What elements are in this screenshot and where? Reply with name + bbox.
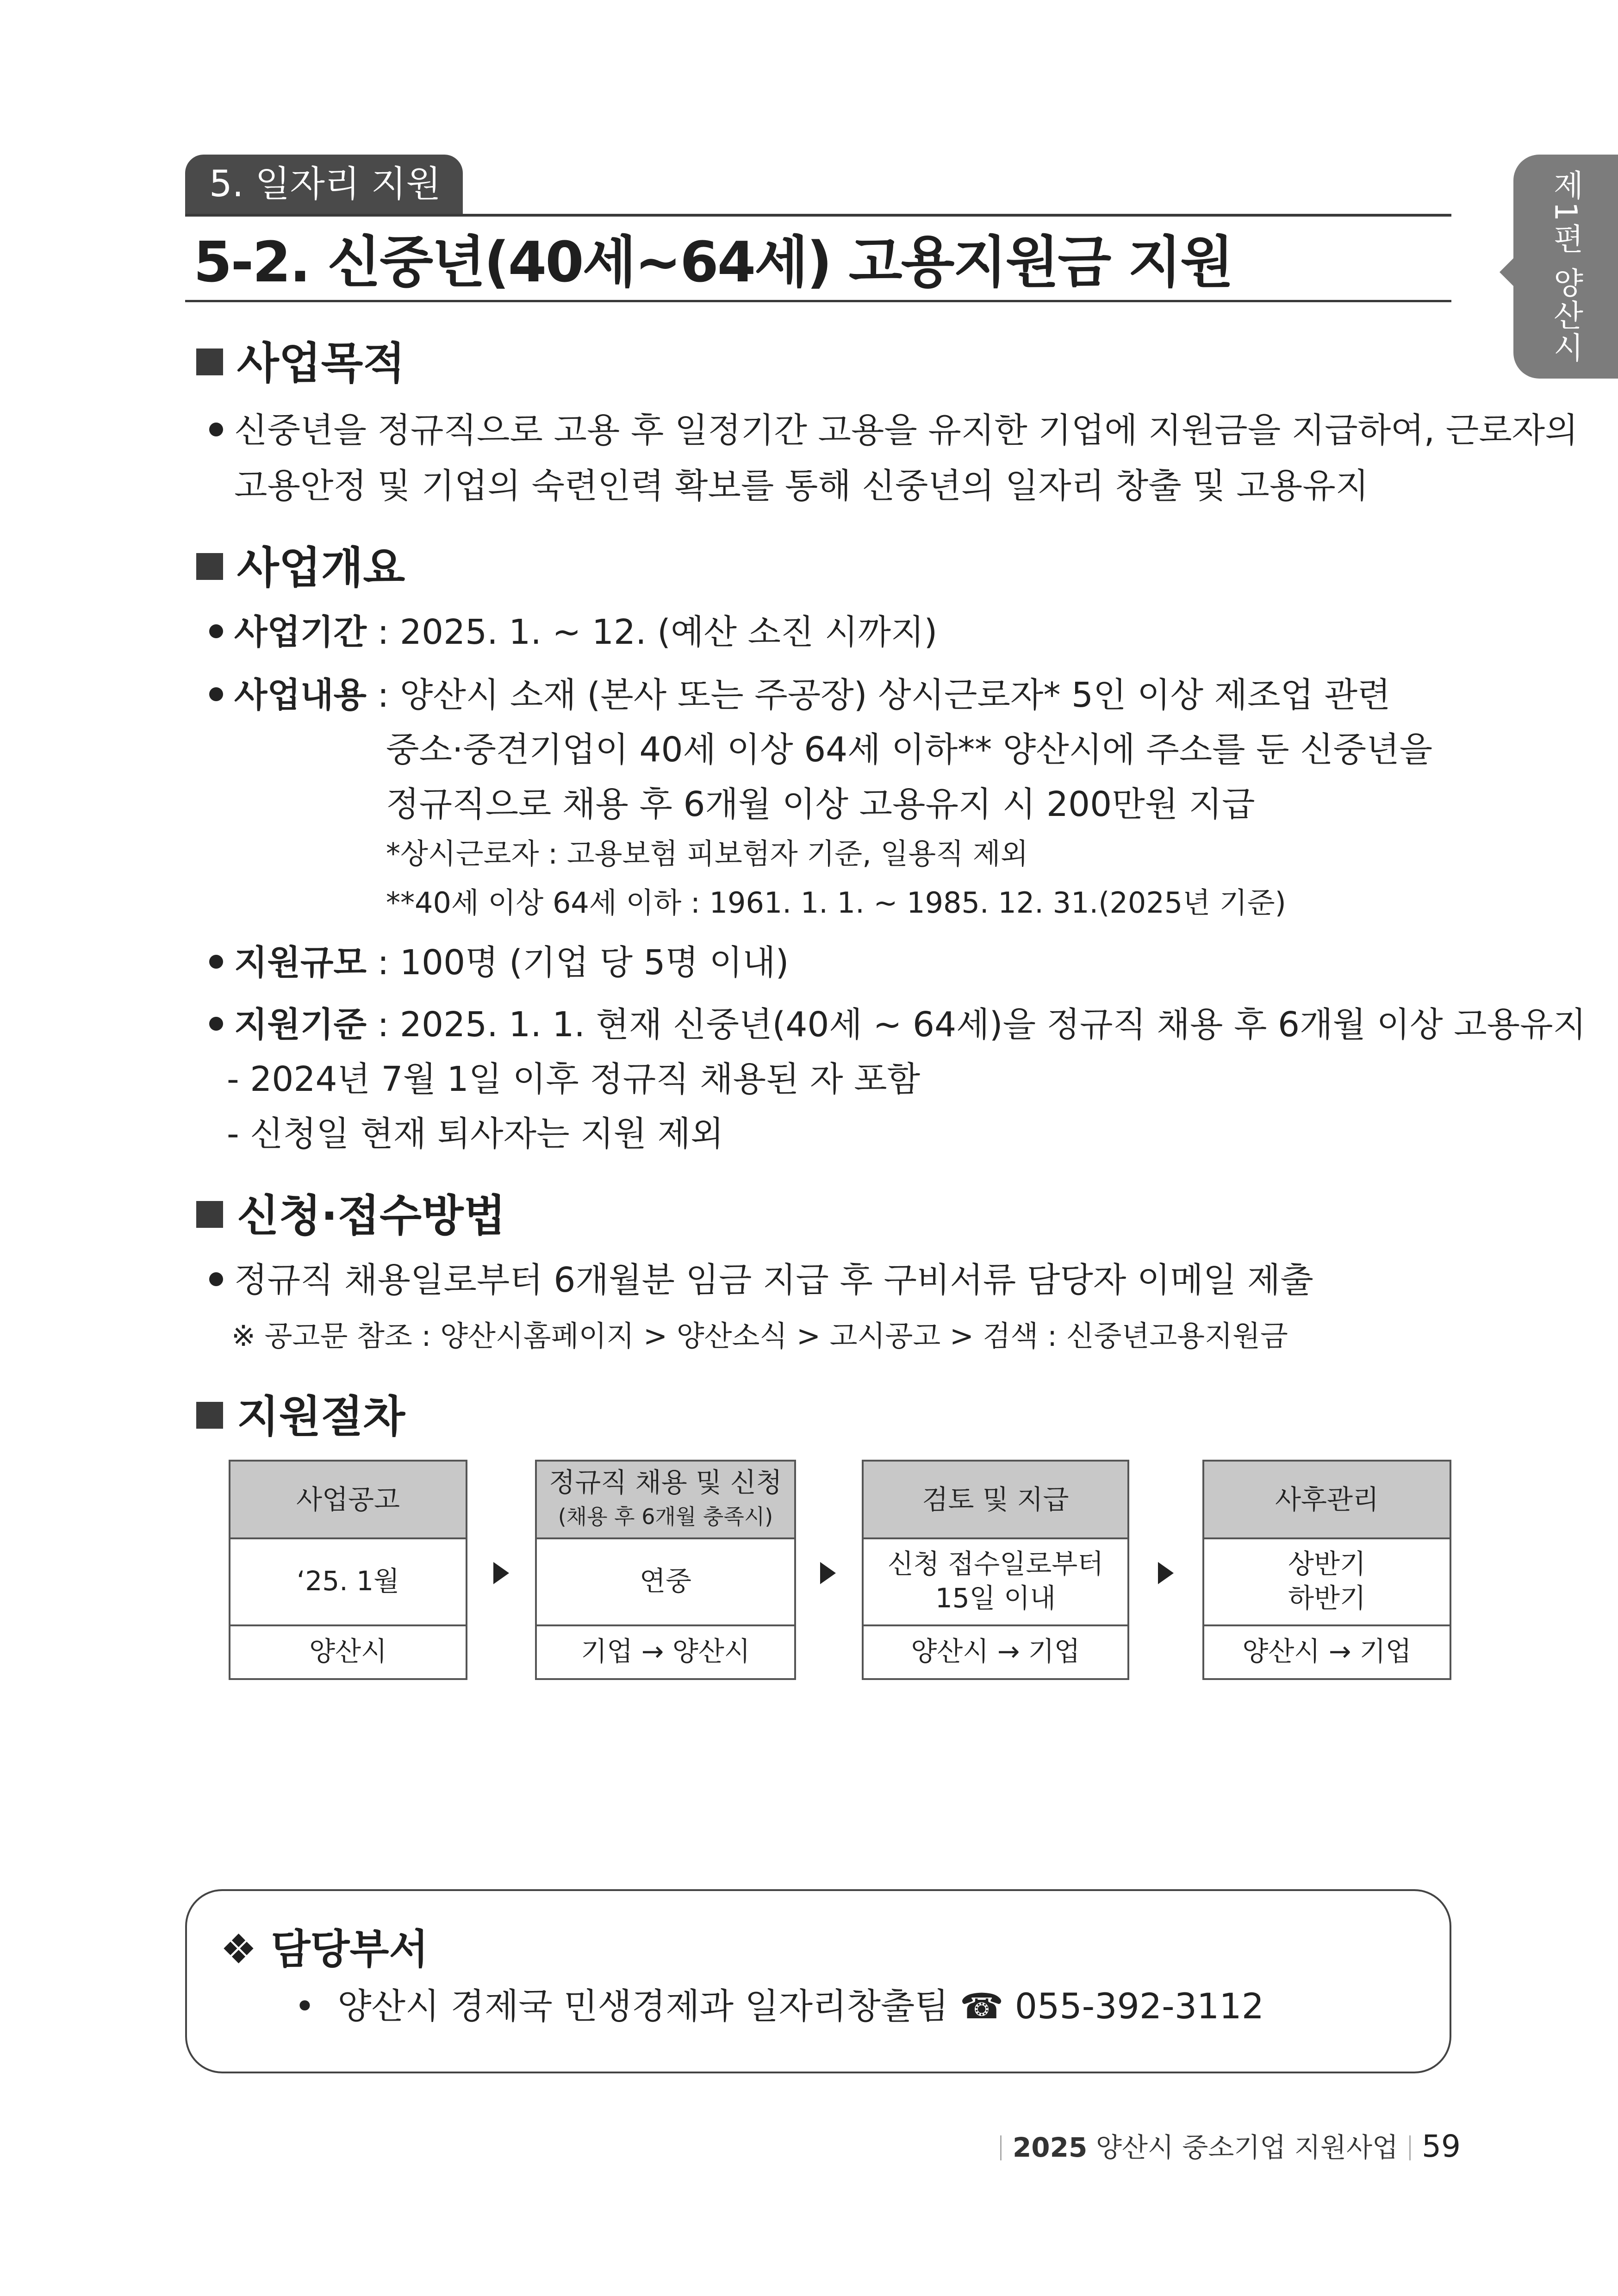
- period-label: 사업기간: [234, 612, 367, 652]
- procedure-heading: [196, 1389, 405, 1445]
- square-bullet-icon: [196, 1402, 223, 1429]
- procedure-step-1: [229, 1460, 467, 1680]
- overview-criteria: [209, 1002, 1586, 1048]
- step-1-title-text: 사업공고: [296, 1484, 400, 1515]
- title-rule-bottom: [185, 300, 1451, 302]
- step-3-when-line-1: 신청 접수일로부터: [887, 1548, 1104, 1580]
- step-1-who: [230, 1624, 466, 1678]
- criteria-value: : 2025. 1. 1. 현재 신중년(40세 ~ 64세)을 정규직 채용 후 6개월 이상 고용유지: [377, 1005, 1587, 1045]
- step-4-who: [1204, 1624, 1450, 1678]
- step-3-title: [864, 1462, 1127, 1539]
- contact-title-text: 담당부서: [271, 1925, 429, 1973]
- step-4-when-line-2: 하반기: [1288, 1582, 1366, 1614]
- overview-heading-text: 사업개요: [237, 543, 405, 593]
- step-3-who-text: 양산시 → 기업: [911, 1636, 1080, 1667]
- content-line-1: : 양산시 소재 (본사 또는 주공장) 상시근로자* 5인 이상 제조업 관련: [377, 675, 1391, 715]
- side-tab-pointer: [1500, 257, 1514, 287]
- scale-value: : 100명 (기업 당 5명 이내): [377, 943, 789, 983]
- bullet-icon: [209, 1017, 223, 1031]
- step-2-who: [537, 1624, 794, 1678]
- footer-title: 양산시 중소기업 지원사업: [1095, 2132, 1399, 2163]
- side-tab-label: 제1편 양산시: [1548, 169, 1584, 364]
- page-footer: [989, 2128, 1461, 2166]
- overview-heading: [196, 541, 405, 596]
- apply-note: ※ 공고문 참조 : 양산시홈페이지 > 양산소식 > 고시공고 > 검색 : 신중년고용지원금: [231, 1319, 1288, 1353]
- phone-icon: ☎: [959, 1985, 1004, 2027]
- criteria-sub-2: - 신청일 현재 퇴사자는 지원 제외: [227, 1114, 724, 1154]
- criteria-label: 지원기준: [234, 1005, 367, 1045]
- contact-line: [294, 1981, 1264, 2032]
- page-number: 59: [1422, 2128, 1461, 2164]
- criteria-sub-1: - 2024년 7월 1일 이후 정규직 채용된 자 포함: [227, 1059, 921, 1099]
- content-line-2: 중소·중견기업이 40세 이상 64세 이하** 양산시에 주소를 둔 신중년을: [386, 730, 1433, 770]
- footer-year: 2025: [1012, 2132, 1088, 2163]
- step-1-when-text: ‘25. 1월: [296, 1565, 400, 1597]
- procedure-step-2: [535, 1460, 796, 1680]
- step-4-when-line-1: 상반기: [1288, 1548, 1366, 1580]
- apply-line-1: [209, 1257, 1313, 1303]
- procedure-step-3: [862, 1460, 1129, 1680]
- step-2-title: [537, 1462, 794, 1539]
- purpose-heading: [196, 336, 405, 392]
- step-3-when: [864, 1537, 1127, 1626]
- flow-arrow-icon: [493, 1562, 509, 1584]
- overview-content: [209, 672, 1391, 718]
- period-value: : 2025. 1. ~ 12. (예산 소진 시까지): [377, 612, 938, 652]
- purpose-line-1-text: 신중년을 정규직으로 고용 후 일정기간 고용을 유지한 기업에 지원금을 지급하여, 근로자의: [234, 411, 1578, 450]
- page-title: 5-2. 신중년(40세~64세) 고용지원금 지원: [193, 230, 1232, 295]
- diamond-icon: ❖: [220, 1925, 257, 1973]
- square-bullet-icon: [196, 553, 223, 580]
- bullet-icon: [209, 687, 223, 701]
- purpose-heading-text: 사업목적: [237, 338, 405, 389]
- step-2-title-sub: (채용 후 6개월 충족시): [558, 1504, 773, 1529]
- step-2-who-text: 기업 → 양산시: [581, 1636, 750, 1667]
- contact-phone: 055-392-3112: [1014, 1985, 1264, 2027]
- step-4-title-text: 사후관리: [1275, 1484, 1379, 1515]
- procedure-heading-text: 지원절차: [237, 1392, 405, 1442]
- step-2-title-text: 정규직 채용 및 신청: [549, 1467, 782, 1498]
- content-note-1: *상시근로자 : 고용보험 피보험자 기준, 일용직 제외: [386, 837, 1028, 871]
- step-1-who-text: 양산시: [309, 1636, 387, 1667]
- overview-scale: [209, 940, 789, 986]
- square-bullet-icon: [196, 1201, 223, 1228]
- overview-period: [209, 609, 937, 655]
- step-4-when: [1204, 1537, 1450, 1626]
- flow-arrow-icon: [820, 1562, 836, 1584]
- content-note-2: **40세 이상 64세 이하 : 1961. 1. 1. ~ 1985. 12. 31.(2025년 기준): [386, 886, 1286, 920]
- contact-department: 양산시 경제국 민생경제과 일자리창출팀: [337, 1985, 949, 2027]
- bullet-icon: [209, 955, 223, 969]
- bullet-icon: [209, 423, 223, 436]
- apply-line-1-text: 정규직 채용일로부터 6개월분 임금 지급 후 구비서류 담당자 이메일 제출: [234, 1260, 1313, 1300]
- step-3-title-text: 검토 및 지급: [922, 1484, 1069, 1515]
- title-rule-top: [185, 214, 1451, 217]
- purpose-line-2: 고용안정 및 기업의 숙련인력 확보를 통해 신중년의 일자리 창출 및 고용유지: [234, 466, 1369, 506]
- dot-icon: •: [294, 1985, 315, 2027]
- step-4-title: [1204, 1462, 1450, 1539]
- contact-title: [220, 1922, 429, 1977]
- apply-heading-text: 신청·접수방법: [237, 1191, 506, 1241]
- flow-arrow-icon: [1158, 1562, 1174, 1584]
- scale-label: 지원규모: [234, 943, 367, 983]
- bullet-icon: [209, 624, 223, 638]
- square-bullet-icon: [196, 348, 223, 375]
- bullet-icon: [209, 1272, 223, 1286]
- step-3-when-line-2: 15일 이내: [935, 1582, 1056, 1614]
- footer-divider: [1409, 2135, 1411, 2160]
- step-2-when-text: 연중: [639, 1565, 692, 1597]
- purpose-line-1: [209, 407, 1578, 454]
- step-2-when: [537, 1537, 794, 1626]
- step-4-who-text: 양산시 → 기업: [1242, 1636, 1412, 1667]
- footer-divider: [1000, 2135, 1002, 2160]
- step-3-who: [864, 1624, 1127, 1678]
- side-tab-label-wrap: [1513, 155, 1618, 379]
- section-tab: 5. 일자리 지원: [185, 155, 463, 214]
- procedure-step-4: [1202, 1460, 1451, 1680]
- apply-heading: [196, 1188, 506, 1244]
- step-1-title: [230, 1462, 466, 1539]
- content-line-3: 정규직으로 채용 후 6개월 이상 고용유지 시 200만원 지급: [386, 784, 1255, 824]
- step-1-when: [230, 1537, 466, 1626]
- content-label: 사업내용: [234, 675, 367, 715]
